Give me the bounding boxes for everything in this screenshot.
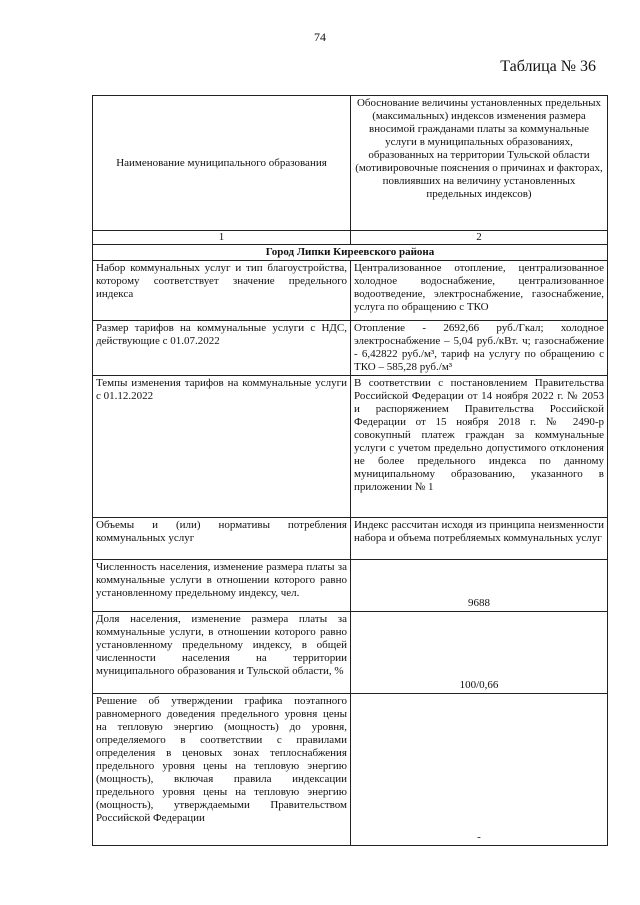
row-label: Темпы изменения тарифов на коммунальные услуги с 01.12.2022: [93, 376, 351, 518]
table-row: [93, 321, 608, 376]
table-row: [93, 518, 608, 560]
row-value: Индекс рассчитан исходя из принципа неизменности набора и объема потребляемых коммунальных услуг: [351, 518, 608, 560]
table-row: [93, 560, 608, 612]
column-number-2: 2: [351, 231, 608, 245]
row-label: Размер тарифов на коммунальные услуги с НДС, действующие с 01.07.2022: [93, 321, 351, 376]
table-header-row: [93, 96, 608, 231]
row-value: -: [351, 694, 608, 846]
table-row: [93, 694, 608, 846]
row-value: 100/0,66: [351, 612, 608, 694]
header-municipality: Наименование муниципального образования: [93, 96, 351, 231]
table-row: [93, 612, 608, 694]
row-value: Отопление - 2692,66 руб./Гкал; холодное электроснабжение – 5,04 руб./кВт. ч; газоснабжение - 6,42822 руб./м³, тариф на услугу по обращению с ТКО – 585,28 руб./м³: [351, 321, 608, 376]
table-title: Таблица № 36: [500, 58, 596, 75]
column-number-row: [93, 231, 608, 245]
table-row: [93, 261, 608, 321]
row-value: В соответствии с постановлением Правительства Российской Федерации от 14 ноября 2022 г. № 2053 и распоряжением Правительства Российской Федерации от 15 ноября 2018 г. № 2490-р совокупный платеж граждан за коммунальные услуги с учетом предельно допустимого отклонения не более предельного индекса по данному муниципальному образованию, указанного в приложении № 1: [351, 376, 608, 518]
row-label: Решение об утверждении графика поэтапного равномерного доведения предельного уровня цены на тепловую энергию (мощность) до уровня, определяемого в соответствии с правилами определения в ценовых зонах теплоснабжения предельного уровня цены на тепловую энергию (мощность), включая правила индексации предельного уровня цены на тепловую энергию (мощность), утверждаемыми Правительством Российской Федерации: [93, 694, 351, 846]
municipality-row: [93, 245, 608, 261]
row-label: Объемы и (или) нормативы потребления коммунальных услуг: [93, 518, 351, 560]
row-value: Централизованное отопление, централизованное холодное водоснабжение, централизованное водоотведение, электроснабжение, газоснабжение, услуга по обращению с ТКО: [351, 261, 608, 321]
justification-table: [92, 95, 608, 846]
row-label: Набор коммунальных услуг и тип благоустройства, которому соответствует значение предельного индекса: [93, 261, 351, 321]
row-label: Численность населения, изменение размера платы за коммунальные услуги в отношении которого равно установленному предельному индексу, чел.: [93, 560, 351, 612]
header-justification: Обоснование величины установленных предельных (максимальных) индексов изменения размера вносимой гражданами платы за коммунальные услуги в муниципальных образованиях, образованных на территории Тульской области (мотивировочные пояснения о причинах и факторах, повлиявших на величину установленных предельных индексов): [351, 96, 608, 231]
row-label: Доля населения, изменение размера платы за коммунальные услуги, в отношении которого равно установленному предельному индексу, в общей численности населения на территории муниципального образования и Тульской области, %: [93, 612, 351, 694]
page-number: 74: [314, 30, 326, 44]
column-number-1: 1: [93, 231, 351, 245]
row-value: 9688: [351, 560, 608, 612]
municipality-name: Город Липки Киреевского района: [93, 245, 608, 261]
table-row: [93, 376, 608, 518]
